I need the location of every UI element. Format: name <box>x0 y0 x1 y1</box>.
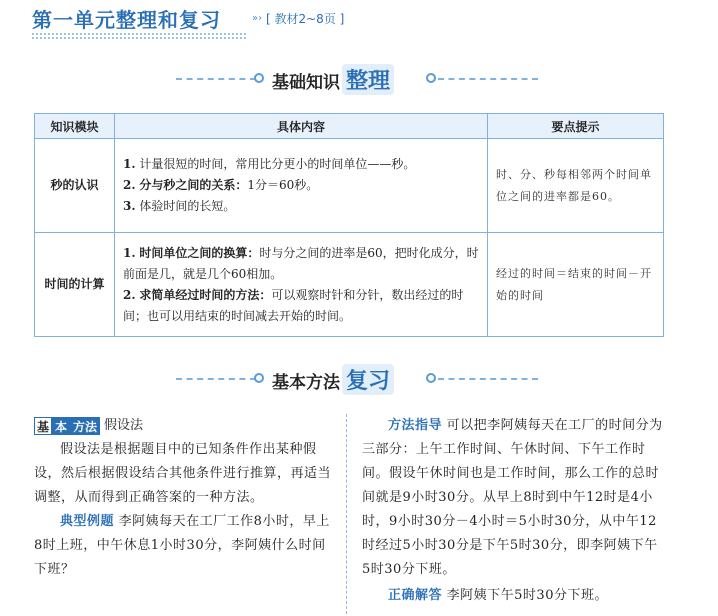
method-guidance <box>362 414 664 582</box>
content-item: 3. 体验时间的长短。 <box>123 199 236 213</box>
section-title-knowledge <box>272 64 394 95</box>
heading-rule-left <box>176 378 256 380</box>
example-text: 李阿姨每天在工厂工作8小时，早上8时上班，中午休息1小时30分，李阿姨什么时间下班？ <box>34 514 330 577</box>
method-tag-row <box>34 414 334 438</box>
table-row <box>35 139 664 233</box>
example-problem <box>34 510 334 582</box>
content-cell <box>115 233 488 337</box>
method-left-column <box>34 414 334 582</box>
section-title-highlight: 整理 <box>342 64 394 95</box>
heading-dot-left <box>254 373 264 383</box>
method-name: 假设法 <box>104 418 144 433</box>
content-item: 2. 求简单经过时间的方法：可以观察时针和分针，数出经过的时间；也可以用结束的时间减去开始的时间。 <box>123 287 464 323</box>
section-title-method <box>272 364 394 395</box>
example-label: 典型例题 <box>60 514 115 529</box>
method-tag: 本 <box>52 417 70 435</box>
knowledge-table <box>34 113 664 337</box>
heading-dot-left <box>254 73 264 83</box>
content-item: 2. 分与秒之间的关系：1分＝60秒。 <box>123 178 319 192</box>
column-divider <box>346 414 347 614</box>
section-heading-knowledge <box>0 64 718 94</box>
column-header: 具体内容 <box>115 114 488 139</box>
column-header: 知识模块 <box>35 114 115 139</box>
correct-answer <box>362 584 664 608</box>
content-item: 1. 时间单位之间的换算：时与分之间的进率是60，把时化成分，时前面是几，就是几个60相加。 <box>123 245 479 281</box>
module-name: 秒的认识 <box>35 139 115 233</box>
guide-label: 方法指导 <box>388 418 443 433</box>
section-heading-method <box>0 364 718 394</box>
heading-rule-right <box>438 78 538 80</box>
method-right-column <box>362 414 664 608</box>
unit-title: 第一单元整理和复习 <box>32 8 221 32</box>
method-definition: 假设法是根据题目中的已知条件作出某种假设，然后根据假设结合其他条件进行推算，再适当调整，从而得到正确答案的一种方法。 <box>34 442 332 505</box>
method-tag: 基 <box>34 417 52 435</box>
title-underline <box>32 32 246 35</box>
content-item: 1. 计量很短的时间，常用比分更小的时间单位——秒。 <box>123 157 416 171</box>
heading-dot-right <box>426 73 436 83</box>
section-title-highlight: 复习 <box>342 364 394 395</box>
guide-text: 可以把李阿姨每天在工厂的时间分为三部分：上午工作时间、午休时间、下午工作时间。假设午休时间也是工作时间，那么工作的总时间就是9小时30分。从早上8时到中午12时是4小时，9小时30分－4小时＝5小时30分，从中午12时经过5小时30分是下午5时30分，即李阿姨下午5时30分下班。 <box>362 418 663 577</box>
table-header-row <box>35 114 664 139</box>
method-tag: 方法 <box>70 417 100 435</box>
table-row <box>35 233 664 337</box>
column-header: 要点提示 <box>488 114 664 139</box>
tip-cell: 经过的时间＝结束的时间－开始的时间 <box>488 233 664 337</box>
section-title-plain: 基本方法 <box>272 373 340 393</box>
content-cell <box>115 139 488 233</box>
section-title-plain: 基础知识 <box>272 73 340 93</box>
heading-rule-right <box>438 378 538 380</box>
chevron-right-icon: »› <box>252 13 263 24</box>
tip-cell: 时、分、秒每相邻两个时间单位之间的进率都是60。 <box>488 139 664 233</box>
textbook-page-reference: [ 教材2~8页 ] <box>266 12 345 26</box>
heading-dot-right <box>426 373 436 383</box>
heading-rule-left <box>176 78 256 80</box>
answer-label: 正确解答 <box>388 588 443 603</box>
answer-text: 李阿姨下午5时30分下班。 <box>446 588 608 603</box>
title-underline-secondary <box>32 37 246 39</box>
module-name: 时间的计算 <box>35 233 115 337</box>
